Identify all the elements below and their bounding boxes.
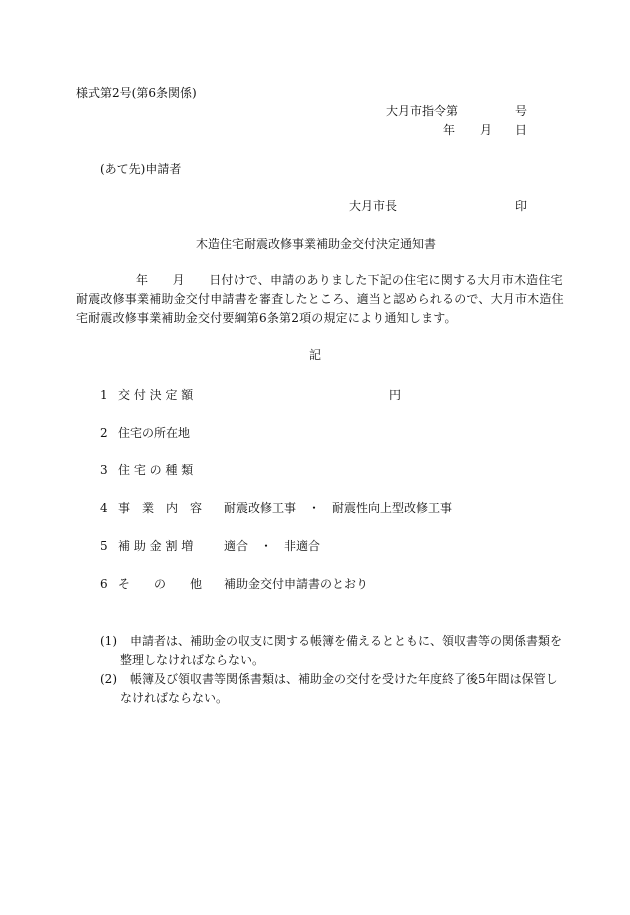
note-number: (1) [100,634,117,648]
body-line: 耐震改修事業補助金交付申請書を審査したところ、適当と認められるので、大月市木造住 [76,292,564,306]
item-label: 住宅の所在地 [118,426,191,440]
item-label: 交 付 決 定 額 [118,388,194,402]
item-label: 住 宅 の 種 類 [118,463,194,477]
item-number: 6 [100,577,108,591]
item-number: 3 [100,463,108,477]
item-value: 補助金交付申請書のとおり [224,577,369,591]
note-line: 整理しなければならない。 [120,653,265,667]
item-number: 1 [100,388,108,402]
item-number: 2 [100,426,108,440]
item-number: 4 [100,501,108,515]
issuer: 大月市長 [349,199,398,213]
ki-heading: 記 [309,348,322,362]
item-value: 円 [389,388,402,402]
item-label: そ の 他 [118,577,203,591]
form-label: 様式第2号(第6条関係) [76,86,197,100]
addressee: (あて先)申請者 [100,162,182,176]
doc-number-suffix: 号 [515,104,528,118]
note-number: (2) [100,672,117,686]
note-line: なければならない。 [120,691,229,705]
body-line: 年 月 日付けで、申請のありました下記の住宅に関する大月市木造住宅 [136,273,563,287]
body-line: 宅耐震改修事業補助金交付要綱第6条第2項の規定により通知します。 [76,311,457,325]
item-label: 事 業 内 容 [118,501,203,515]
doc-number: 大月市指令第 [386,104,459,118]
item-number: 5 [100,539,108,553]
item-label: 補 助 金 割 増 [118,539,194,553]
item-value: 適合 ・ 非適合 [224,539,321,553]
note-line: 申請者は、補助金の収支に関する帳簿を備えるとともに、領収書等の関係書類を [130,634,563,648]
item-value: 耐震改修工事 ・ 耐震性向上型改修工事 [224,501,453,515]
seal: 印 [515,199,528,213]
document-title: 木造住宅耐震改修事業補助金交付決定通知書 [196,237,437,251]
date-day: 日 [515,123,528,137]
body-paragraph [76,271,566,328]
date-year: 年 [443,123,456,137]
note-line: 帳簿及び領収書等関係書類は、補助金の交付を受けた年度終了後5年間は保管し [130,672,558,686]
date-month: 月 [480,123,493,137]
